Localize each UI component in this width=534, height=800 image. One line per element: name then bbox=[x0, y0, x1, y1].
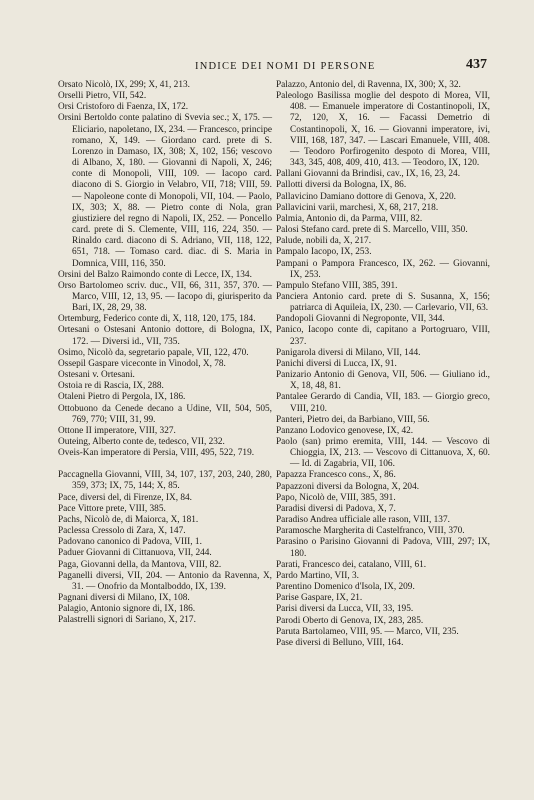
index-entry: Paganelli diversi, VII, 204. — Antonio da Ravenna, X, 31. — Onofrio da Montalboddo, IX, 139. bbox=[58, 570, 272, 592]
index-entry: Parise Gaspare, IX, 21. bbox=[276, 593, 363, 604]
index-entry: Parodi Oberto di Genova, IX, 283, 285. bbox=[276, 615, 424, 626]
index-entry: Ortesani o Ostesani Antonio dottore, di Bologna, IX, 172. — Diversi id., VII, 735. bbox=[58, 325, 272, 347]
index-entry: Orsato Nicolò, IX, 299; X, 41, 213. bbox=[58, 80, 190, 90]
index-entry: Paleologo Basilissa moglie del despoto di Morea, VII, 408. — Emanuele imperatore di Costantinopoli, IX, 72, 120, X, 16. — Facassi Demetrio di Costantinopoli, X, 16. — Giovanni imperatore, ivi, VIII, 168, 187, 347. — Lascari Emanuele, VIII, 408. — Teodoro Porfirogenito despoto di Morea, VIII, 343, 345, 408, 409, 410, 413. — Teodoro, IX, 120. bbox=[276, 91, 490, 169]
index-entry: Papazzoni diversi da Bologna, X, 204. bbox=[276, 481, 420, 492]
index-entry: Parentino Domenico d'Isola, IX, 209. bbox=[276, 582, 415, 593]
index-entry: Orso Bartolomeo scriv. duc., VII, 66, 311, 357, 370. — Marco, VIII, 12, 13, 95. — Iacopo di, giurisperito da Bari, IX, 28, 29, 38. bbox=[58, 280, 272, 314]
index-entry: Orsini del Balzo Raimondo conte di Lecce, IX, 134. bbox=[58, 269, 252, 280]
index-entry: Parisi diversi da Lucca, VII, 33, 195. bbox=[276, 604, 414, 615]
index-entry: Oveis-Kan imperatore di Persia, VIII, 495, 522, 719. bbox=[58, 448, 255, 459]
page-header bbox=[0, 57, 534, 77]
index-entry: Paga, Giovanni della, da Mantova, VIII, 82. bbox=[58, 559, 222, 570]
running-title: INDICE DEI NOMI DI PERSONE bbox=[195, 61, 376, 72]
index-entry: Palosi Stefano card. prete di S. Marcello, VIII, 350. bbox=[276, 225, 468, 236]
index-entry: Otaleni Pietro di Pergola, IX, 186. bbox=[58, 392, 186, 403]
index-entry: Pardo Martino, VII, 3. bbox=[276, 570, 359, 581]
index-entry: Paruta Bartolameo, VIII, 95. — Marco, VII, 235. bbox=[276, 626, 459, 637]
index-entry: Palude, nobili da, X, 217. bbox=[276, 236, 372, 247]
index-entry: Papazza Francesco cons., X, 86. bbox=[276, 470, 396, 481]
index-entry: Papo, Nicolò de, VIII, 385, 391. bbox=[276, 492, 396, 503]
index-entry: Pachs, Nicolò de, di Maiorca, X, 181. bbox=[58, 514, 199, 525]
index-entry: Outeing, Alberto conte de, tedesco, VII, 232. bbox=[58, 437, 225, 447]
index-entry: Pampalo Iacopo, IX, 253. bbox=[276, 247, 372, 258]
index-entry: Parati, Francesco dei, catalano, VIII, 61. bbox=[276, 559, 427, 570]
index-entry: Pallavicino Damiano dottore di Genova, X, 220. bbox=[276, 191, 456, 202]
index-entry: Palastrelli signori di Sariano, X, 217. bbox=[58, 615, 196, 626]
index-entry: Parasino o Parisino Giovanni di Padova, VIII, 297; IX, 180. bbox=[276, 537, 490, 559]
index-entry: Paclessa Cressolo di Zara, X, 147. bbox=[58, 526, 186, 537]
index-entry: Panichi diversi di Lucca, IX, 91. bbox=[276, 358, 397, 369]
index-entry: Ossepil Gaspare viceconte in Vinodol, X, 78. bbox=[58, 358, 226, 369]
index-entry: Panteri, Pietro dei, da Barbiano, VIII, 56. bbox=[276, 414, 430, 425]
index-entry: Pallavicini varii, marchesi, X, 68, 217, 218. bbox=[276, 202, 439, 213]
index-entry: Panizario Antonio di Genova, VII, 506. — Giuliano id., X, 18, 48, 81. bbox=[276, 370, 490, 392]
index-entry: Pallani Giovanni da Brindisi, cav., IX, 16, 23, 24. bbox=[276, 169, 461, 180]
index-entry: Panico, Iacopo conte di, capitano a Portogruaro, VIII, 237. bbox=[276, 325, 490, 347]
index-entry: Pampulo Stefano VIII, 385, 391. bbox=[276, 280, 398, 291]
index-entry: Pampani o Pampora Francesco, IX, 262. — Giovanni, IX, 253. bbox=[276, 258, 490, 280]
index-entry: Pandopoli Giovanni di Negroponte, VII, 344. bbox=[276, 314, 445, 325]
index-entry: Pagnani diversi di Milano, IX, 108. bbox=[58, 593, 190, 604]
index-entry: Padovano canonico di Padova, VIII, 1. bbox=[58, 537, 202, 548]
index-entry: Paramosche Margherita di Castelfranco, VIII, 370. bbox=[276, 526, 465, 537]
index-entry: Orsini Bertoldo conte palatino di Svevia sec.; X, 175. — Eliciario, napoletano, IX, 234. — Francesco, principe romano, X, 149. — Giordano card. prete di S. Lorenzo in Damaso, IX, 308; X, 102, 156; vescovo di Albano, X, 180. — Giovanni di Napoli, X, 246; conte di Monopoli, VIII, 109. — Iacopo card. diacono di S. Giorgio in Velabro, VII, 718; VIII, 59. — Napoleone conte di Monopoli, VII, 104. — Paolo, IX, 303; X, 88. — Pietro conte di Nola, gran giustiziere del regno di Napoli, IX, 252. — Poncello card. prete di S. Clemente, VIII, 116, 224, 350. — Rinaldo card. diacono di S. Adriano, VII, 118, 122, 651, 718. — Tomaso card. diac. di S. Maria in Domnica, VIII, 116, 350. bbox=[58, 113, 272, 269]
page-number: 437 bbox=[466, 57, 487, 72]
index-entry: Palmia, Antonio di, da Parma, VIII, 82. bbox=[276, 213, 423, 224]
index-entry: Pace Vittore prete, VIII, 385. bbox=[58, 503, 166, 514]
index-entry: Pantalee Gerardo di Candia, VII, 183. — Giorgio greco, VIII, 210. bbox=[276, 392, 490, 414]
index-entry: Palazzo, Antonio del, di Ravenna, IX, 300; X, 32. bbox=[276, 80, 461, 90]
index-entry: Panciera Antonio card. prete di S. Susanna, X, 156; patriarca di Aquileia, IX, 230. — Carlevario, VII, 63. bbox=[276, 291, 490, 314]
index-entry: Panzano Lodovico genovese, IX, 42. bbox=[276, 425, 414, 436]
index-entry: Ottone II imperatore, VIII, 327. bbox=[58, 425, 176, 436]
index-entry: Paccagnella Giovanni, VIII, 34, 107, 137, 203, 240, 280, 359, 373; IX, 75, 144; X, 85. bbox=[58, 470, 272, 492]
right-column bbox=[276, 80, 490, 649]
index-entry: Ostesani v. Ortesani. bbox=[58, 370, 135, 381]
left-column bbox=[58, 80, 272, 627]
index-entry: Orselli Pietro, VII, 542. bbox=[58, 91, 147, 102]
index-entry: Paduer Giovanni di Cittanuova, VII, 244. bbox=[58, 548, 212, 559]
index-entry: Paradiso Andrea ufficiale alle rason, VIII, 137. bbox=[276, 515, 450, 526]
index-entry: Osimo, Nicolò da, segretario papale, VII, 122, 470. bbox=[58, 347, 249, 358]
index-entry: Pase diversi di Belluno, VIII, 164. bbox=[276, 637, 404, 648]
index-entry: Paolo (san) primo eremita, VIII, 144. — Vescovo di Chioggia, IX, 213. — Vescovo di Cittanuova, X, 60. — Id. di Zagabria, VII, 106. bbox=[276, 437, 490, 470]
index-entry: Orsi Cristoforo di Faenza, IX, 172. bbox=[58, 102, 189, 113]
index-entry: Palagio, Antonio signore di, IX, 186. bbox=[58, 604, 196, 615]
index-entry: Ottobuono da Cenede decano a Udine, VII, 504, 505, 769, 770; VIII, 31, 99. bbox=[58, 403, 272, 425]
index-entry: Pace, diversi del, di Firenze, IX, 84. bbox=[58, 492, 192, 503]
index-entry: Pallotti diversi da Bologna, IX, 86. bbox=[276, 180, 407, 191]
index-entry: Ostoia re di Rascia, IX, 288. bbox=[58, 381, 164, 392]
index-entry: Ortemburg, Federico conte di, X, 118, 120, 175, 184. bbox=[58, 314, 256, 325]
index-entry: Paradisi diversi di Padova, X, 7. bbox=[276, 503, 396, 514]
index-entry: Panigarola diversi di Milano, VII, 144. bbox=[276, 347, 421, 358]
section-gap bbox=[58, 459, 272, 470]
